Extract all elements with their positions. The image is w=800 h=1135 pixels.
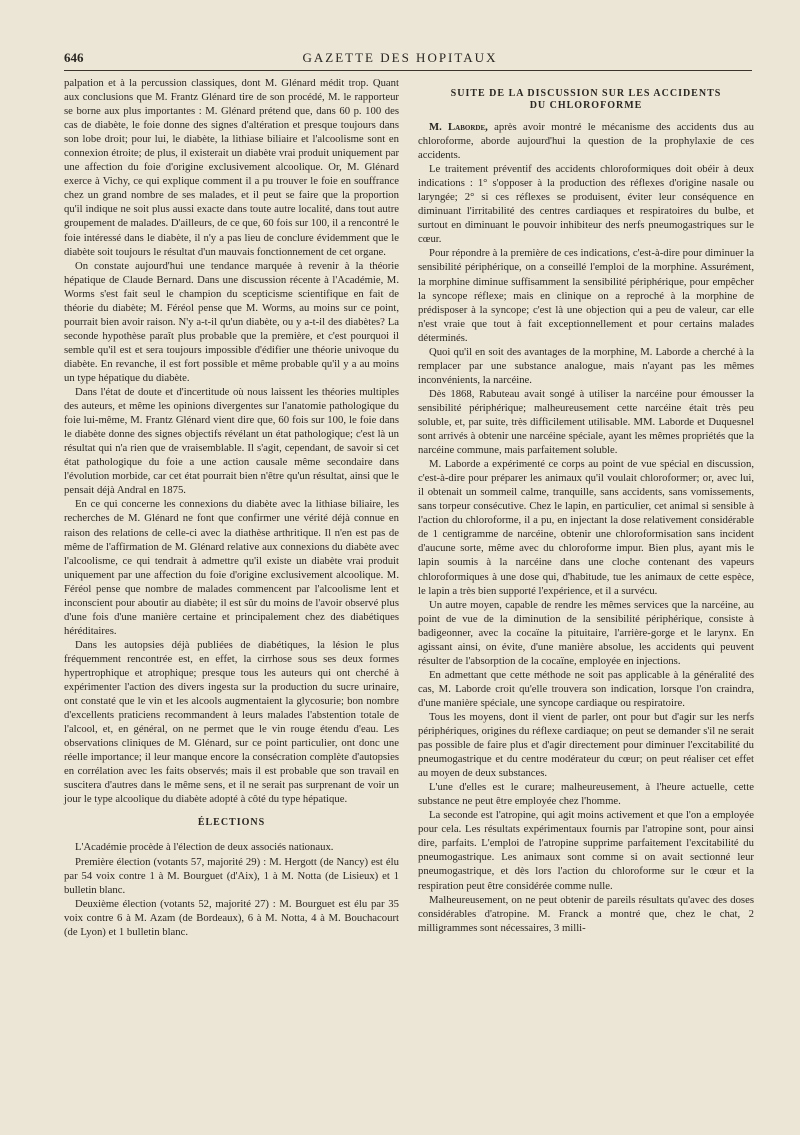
paragraph: Pour répondre à la première de ces indications, c'est-à-dire pour diminuer la sensibilité périphérique, on a conseillé l'emploi de la morphine. Assurément, la morphine diminue suffisamment la sensibilité périphérique, pour empêcher la syncope réflexe; mais en clinique on a reproché à la morphine de prédisposer à la syncope; c'est là une objection qui a peu de valeur, car elle n'est vraie que tout à fait exceptionnellement et pour certains malades déterminés. bbox=[418, 247, 754, 344]
heading-line: DU CHLOROFORME bbox=[529, 100, 643, 111]
paragraph: Tous les moyens, dont il vient de parler, ont pour but d'agir sur les nerfs périphériques, origines du réflexe cardiaque; on peut se demander s'il ne serait pas possible de faire plus et d'agir directement pour diminuer l'excitabilité du pneumogastrique et du centre modérateur du cœur; on peut réaliser cet effet au moyen de deux substances. bbox=[418, 710, 754, 780]
page-number: 646 bbox=[64, 50, 84, 65]
heading-line: SUITE DE LA DISCUSSION SUR LES ACCIDENTS bbox=[450, 88, 722, 99]
paragraph: On constate aujourd'hui une tendance marquée à revenir à la théorie hépatique de Claude Bernard. Dans une discussion récente à l'Académie, M. Worms s'est fait seul le champion du scepticisme scientifique en fait de théorie du diabète; M. Féréol pense que M. Worms, au moins sur ce point, pourrait bien avoir raison. N'y a-t-il qu'un diabète, ou y a-t-il des diabètes? La seconde hypothèse paraît plus probable que la première, et c'est pourquoi il semble qu'il est et sera toujours impossible d'édifier une théorie univoque du diabète. En revanche, il est fort possible et même probable qu'il y a au moins un type hépatique du diabète. bbox=[64, 259, 399, 384]
paragraph: Deuxième élection (votants 52, majorité 27) : M. Bourguet est élu par 35 voix contre 6 à M. Azam (de Bordeaux), 6 à M. Notta, 4 à M. Bouchacourt (de Lyon) et 1 bulletin blanc. bbox=[64, 897, 399, 938]
paragraph: M. Laborde a expérimenté ce corps au point de vue spécial en discussion, c'est-à-dire pour préparer les animaux qu'il voulait chloroformer; or, avec lui, il obtenait un sommeil calme, tranquille, sans accidents, sans vomissements, sans torpeur consécutive. Chez le lapin, en particulier, cet animal si sensible à l'action du chloroforme, il a pu, en injectant la dose relativement considérable de 1 centigramme de narcéine, obtenir une chloroformisation sans incident d'aucune sorte, même avec du chloroforme impur. Bien plus, ayant mis le lapin soumis à la narcéine dans une cloche contenant des vapeurs chloroformiques à une dose qui, d'habitude, tue les animaux de cette espèce, le lapin a très bien supporté l'expérience, et il a survécu. bbox=[418, 458, 754, 597]
paragraph: La seconde est l'atropine, qui agit moins activement et que l'on a employée pour cela. Les résultats expérimentaux fournis par l'atropine sont, pour ainsi dire, parfaits. L'emploi de l'atropine supprime parfaitement l'excitabilité du pneumogastrique. Les animaux sont comme si on avait sectionné leur pneumogastrique, et dès lors l'action du chloroforme sur le cœur et la respiration peut être considérée comme nulle. bbox=[418, 809, 754, 892]
right-column bbox=[418, 76, 754, 935]
paragraph: Un autre moyen, capable de rendre les mêmes services que la narcéine, au point de vue de la diminution de la sensibilité périphérique, consiste à badigeonner, avec la cocaïne la pituitaire, l'arrière-gorge et le larynx. En agissant ainsi, on évite, d'une manière absolue, les accidents qui peuvent résulter de l'absorption de la cocaïne, employée en injections. bbox=[418, 598, 754, 667]
left-column bbox=[64, 76, 399, 939]
lead-text: après avoir montré le mécanisme des accidents dus au chloroforme, aborde aujourd'hui la question de la prophylaxie de ces accidents. bbox=[418, 121, 754, 162]
paragraph: Dans l'état de doute et d'incertitude où nous laissent les théories multiples des auteurs, et même les opinions divergentes sur l'anatomie pathologique du foie lui-même, M. Frantz Glénard vient dire que, 60 fois sur 100, le foie dans le diabète donne des signes objectifs révélant un état pathologique; c'est là un résultat qui n'a rien que de vraisemblable. Il s'agit, cependant, de savoir si cet état pathologique du foie a une action causale même secondaire dans l'évolution morbide, car cet état pourrait bien n'être qu'un résultat, ainsi que le pensait déjà Andral en 1875. bbox=[64, 386, 399, 497]
paragraph: Dans les autopsies déjà publiées de diabétiques, la lésion le plus fréquemment rencontrée est, en effet, la cirrhose sous ses deux formes hypertrophique et atrophique; presque tous les auteurs qui ont cherché à expérimenter l'action des divers ingesta sur la production du sucre urinaire, ont constaté que le vin et les alcools augmentaient la glycosurie; bon nombre d'excellents praticiens recommandent à leurs malades l'abstention totale de l'alcool, et, en général, on ne permet que le vin rouge étendu d'eau. Les observations cliniques de M. Glénard, sur ce point particulier, ont donc une réelle importance; il leur manque encore la consécration complète d'autopsies en corrélation avec les faits observés; mais il est probable que son travail en suscitera d'autres dans le même sens, et il ne serait pas surprenant de voir un jour le type alcoolique du diabète adopté à côté du type hépatique. bbox=[64, 638, 399, 806]
paragraph: L'Académie procède à l'élection de deux associés nationaux. bbox=[75, 841, 334, 854]
paragraph: En admettant que cette méthode ne soit pas applicable à la généralité des cas, M. Laborde croit qu'elle trouvera son indication, lorsque l'on craindra, d'une manière spéciale, une syncope cardiaque ou respiratoire. bbox=[418, 668, 754, 709]
header-rule bbox=[64, 70, 752, 71]
paragraph: palpation et à la percussion classiques, dont M. Glénard médit trop. Quant aux conclusions que M. Frantz Glénard tire de son procédé, M. le rapporteur se borne aux plus importantes : M. Glénard prétend que, dans 60 p. 100 des cas de diabète, le foie donne des signes d'altération et presque toujours dans son lobe droit; pour lui, le diabète, la lithiase biliaire et l'alcoolisme sont en connexion étroite; de plus, il existerait un diabète vrai produit uniquement par une affection du foie d'origine exclusivement alcoolique. Or, M. Glénard exerce à Vichy, ce qui explique comment il a pu trouver le foie en souffrance chez un grand nombre de ses malades, et il peut se faire que la proportion qu'il indique ne soit plus aussi exacte dans toute autre localité, dans tout autre groupement de malades. D'ailleurs, de ce que, 60 fois sur 100, il a rencontré le foie intéressé dans le diabète, il n'y a pas lieu de conclure évidemment que le diabète soit toujours le résultat d'un mauvais fonctionnement de cet organe. bbox=[64, 77, 399, 258]
paragraph: Malheureusement, on ne peut obtenir de pareils résultats qu'avec des doses considérables d'atropine. M. Franck a montré que, chez le chat, 2 milligrammes sont nécessaires, 3 milli- bbox=[418, 893, 754, 934]
paragraph: En ce qui concerne les connexions du diabète avec la lithiase biliaire, les recherches de M. Glénard ne font que confirmer une vérité déjà connue en raison des relations de celle-ci avec la diathèse arthritique. Il n'en est pas de même de l'affirmation de M. Glénard relative aux connexions du diabète avec l'alcoolisme, ce qui tendrait à admettre qu'il existe un diabète vrai produit uniquement par une affection du foie d'origine exclusivement alcoolique. M. Féréol pense que nombre de malades commencent par l'alcoolisme lent et inconscient pour aboutir au diabète; il est sûr du moins de l'avoir observé plus d'une fois d'une manière certaine et principalement chez des diabétiques héréditaires. bbox=[64, 498, 399, 637]
paragraph: Quoi qu'il en soit des avantages de la morphine, M. Laborde a cherché à la remplacer par une substance analogue, mais n'ayant pas les mêmes inconvénients, la narcéine. bbox=[418, 345, 754, 386]
lead-paragraph bbox=[418, 120, 754, 162]
paragraph: L'une d'elles est le curare; malheureusement, à l'heure actuelle, cette substance ne peut être employée chez l'homme. bbox=[418, 781, 754, 808]
paragraph: Le traitement préventif des accidents chloroformiques doit obéir à deux indications : 1° s'opposer à la production des réflexes d'origine nasale ou laryngée; 2° si ces réflexes se produisent, éviter leur conséquence en diminuant l'irritabilité des centres cardiaques et respiratoires du bulbe, et surtout en diminuant le pouvoir inhibiteur des nerfs pneumogastriques sur le cœur. bbox=[418, 163, 754, 246]
paragraph: Première élection (votants 57, majorité 29) : M. Hergott (de Nancy) est élu par 54 voix contre 1 à M. Bourguet (d'Aix), 1 à M. Notta (de Lisieux) et 1 bulletin blanc. bbox=[64, 855, 399, 896]
section-heading-elections: ÉLECTIONS bbox=[197, 817, 266, 829]
running-title: GAZETTE DES HOPITAUX bbox=[302, 50, 498, 65]
paragraph: Dès 1868, Rabuteau avait songé à utiliser la narcéine pour émousser la sensibilité périphérique; malheureusement cette narcéine était très peu soluble, et, par suite, très difficilement utilisable. MM. Laborde et Duquesnel sont arrivés à obtenir une narcéine spéciale, ayant les mêmes propriétés que la narcéine commune, mais parfaitement soluble. bbox=[418, 387, 754, 457]
speaker-name: M. Laborde, bbox=[429, 121, 488, 133]
section-heading-chloroform bbox=[418, 88, 754, 112]
